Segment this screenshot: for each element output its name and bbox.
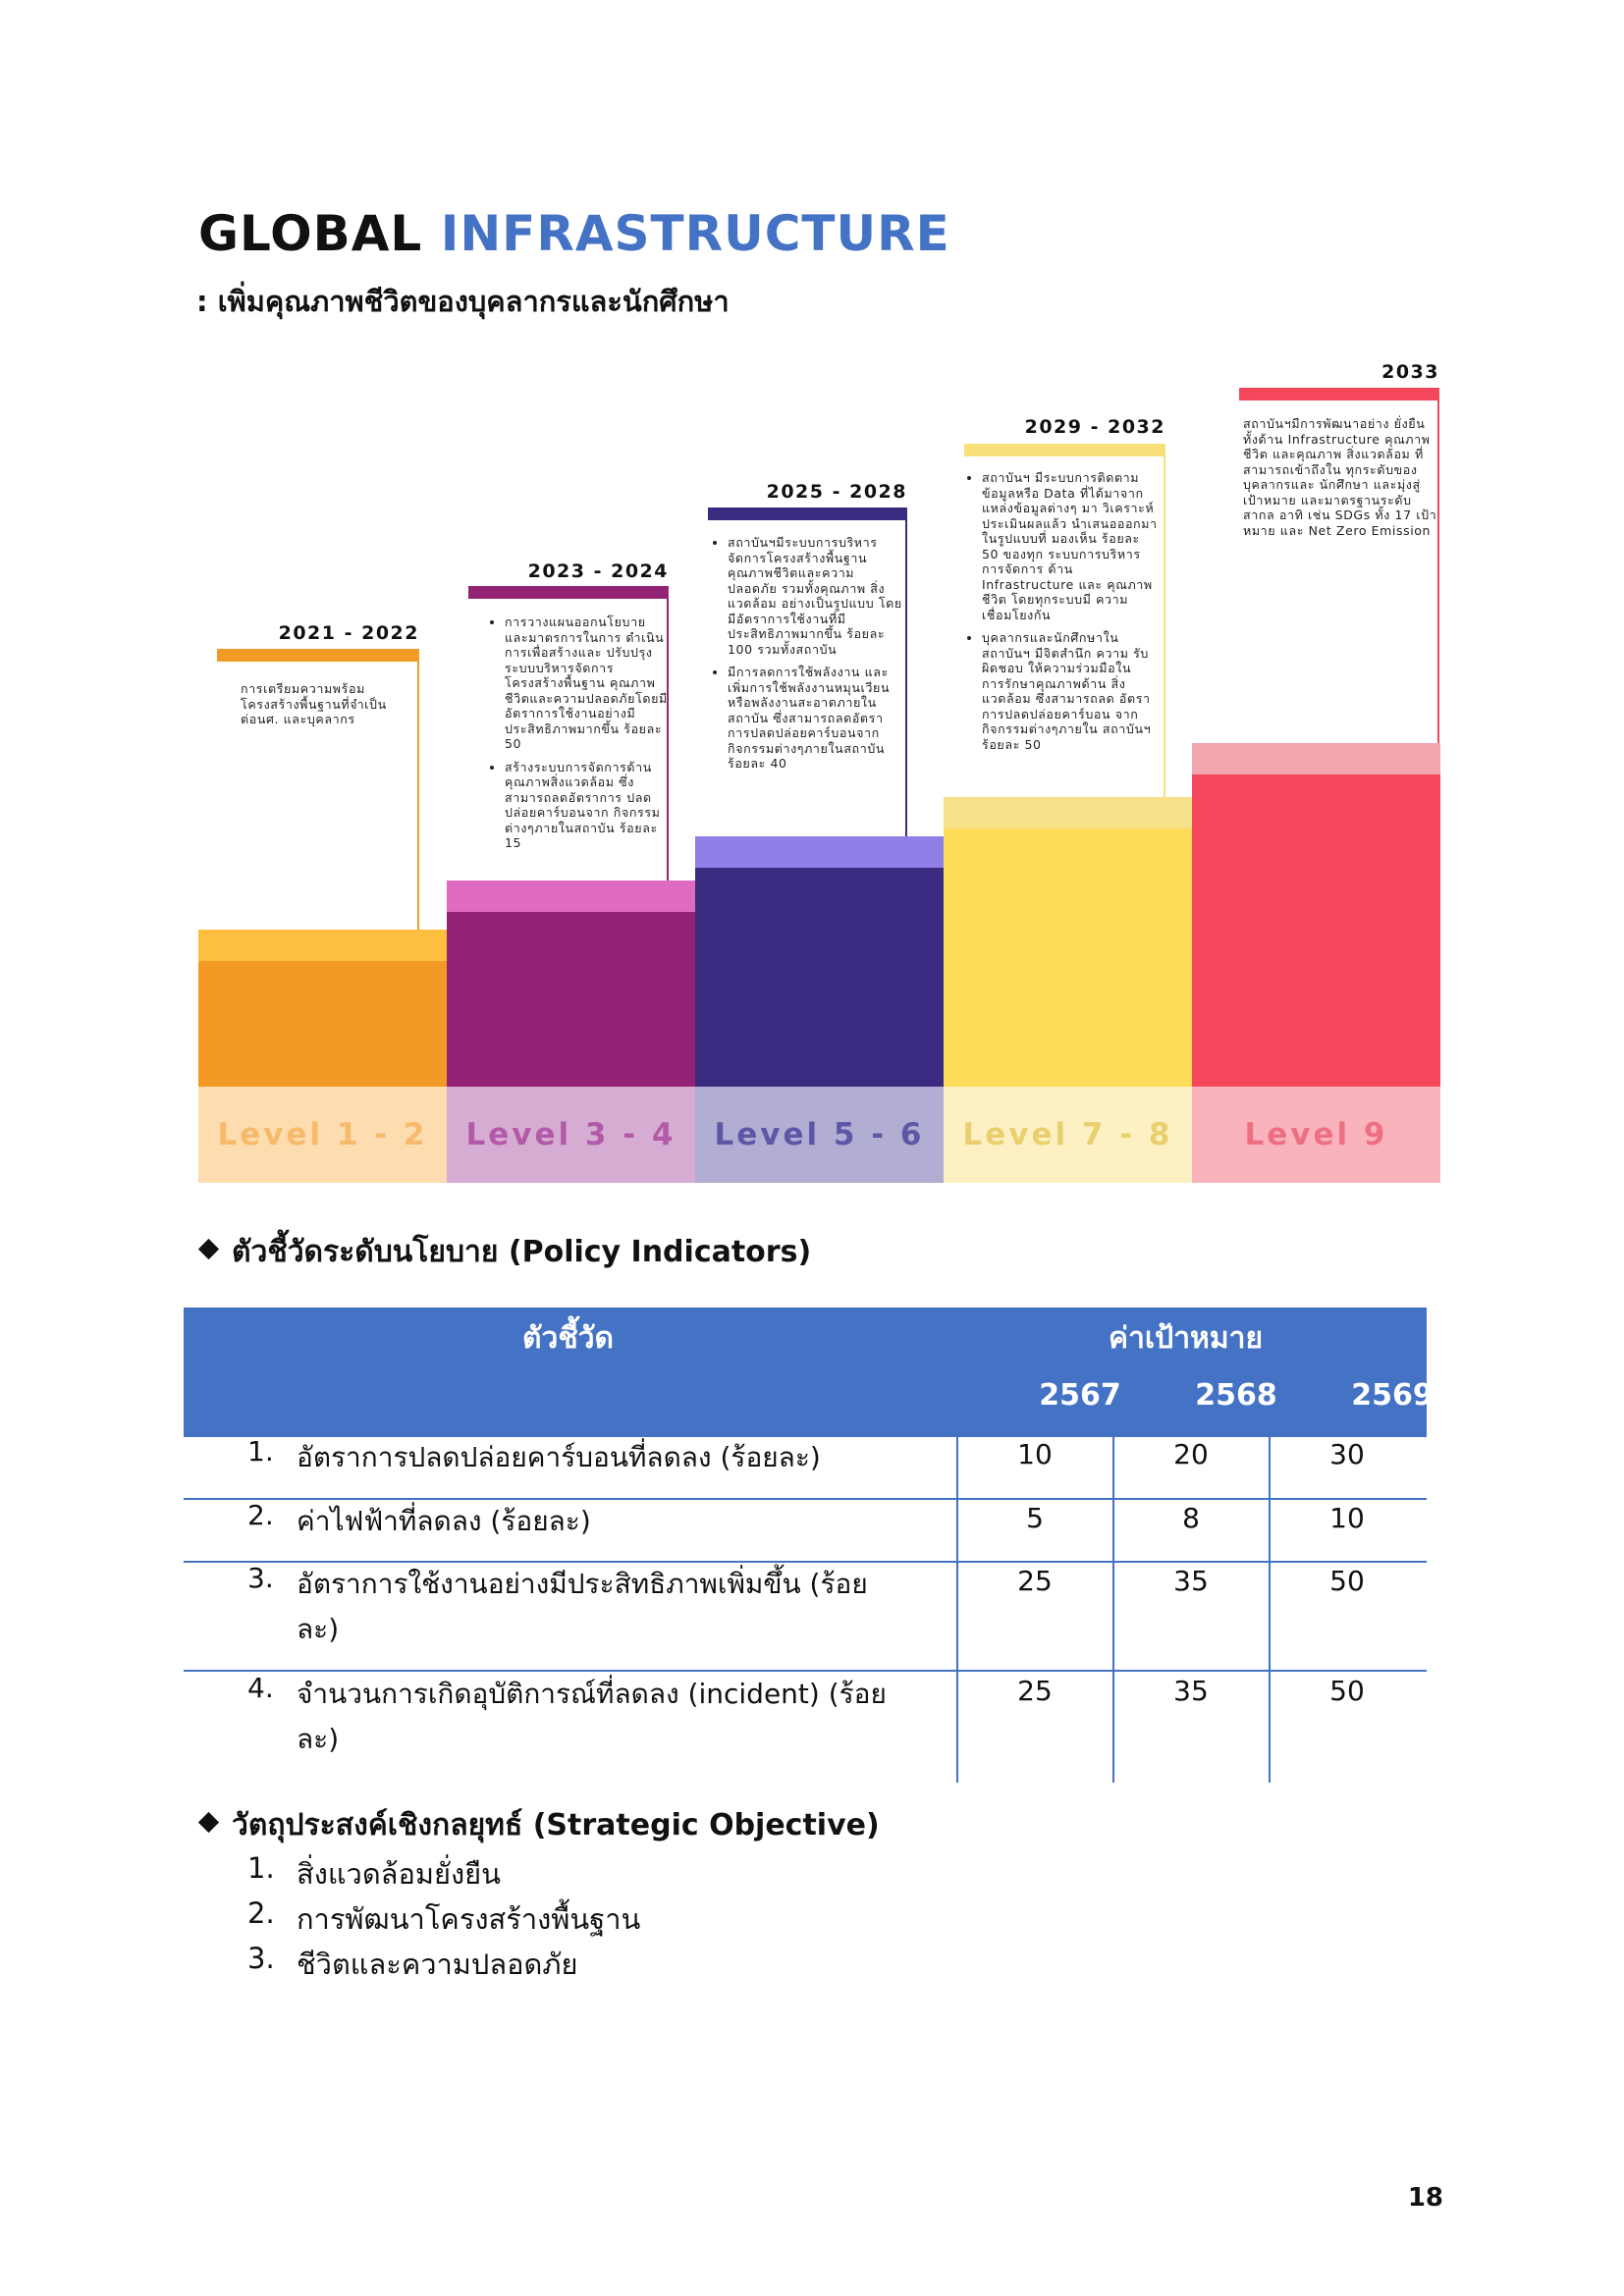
header-year: 2569 xyxy=(1351,1378,1434,1413)
row-value: 20 xyxy=(1173,1438,1209,1470)
step-bar-cap xyxy=(695,836,944,868)
objective-heading xyxy=(201,1802,880,1848)
step-bar xyxy=(447,881,695,1087)
period-label: 2021 - 2022 xyxy=(278,622,419,644)
period-marker xyxy=(468,586,669,599)
row-indicator: จำนวนการเกิดอุบัติการณ์ที่ลดลง (incident) (ร้อยละ) xyxy=(297,1678,887,1755)
page-subtitle: : เพิ่มคุณภาพชีวิตของบุคลากรและนักศึกษา xyxy=(196,285,730,318)
list-item xyxy=(247,1896,641,1936)
step-bar xyxy=(198,930,447,1087)
row-value: 10 xyxy=(1017,1438,1053,1470)
page-title xyxy=(198,204,950,263)
step-bar-body xyxy=(198,961,447,1087)
description-item: • สถาบันฯมีระบบการบริหาร จัดการโครงสร้างพื้นฐาน คุณภาพชีวิตและความ ปลอดภัย รวมทั้งคุณภาพ สิ่งแวดล้อม อย่างเป็นรูปแบบ โดยมีอัตราการใช้งานที่มี ประสิทธิภาพมากขึ้น ร้อยละ 100 รวมทั้งสถาบัน xyxy=(728,535,903,657)
table-header xyxy=(184,1308,1434,1437)
description-item: • สถาบันฯ มีระบบการติดตาม ข้อมูลหรือ Data ที่ได้มาจาก แหล่งข้อมูลต่างๆ มา วิเคราะห์ประเมินผลแล้ว นำเสนอออกมาในรูปแบบที่ มองเห็น ร้อยละ 50 ของทุก ระบบการบริหารการจัดการ ด้าน Infrastructure และ คุณภาพชีวิต โดยทุกระบบมี ความเชื่อมโยงกัน xyxy=(982,470,1158,622)
description-item: • สร้างระบบการจัดการด้าน คุณภาพสิ่งแวดล้อม ซึ่ง สามารถลดอัตราการ ปลดปล่อยคาร์บอนจาก กิจกรรมต่างๆภายในสถาบัน ร้อยละ 15 xyxy=(505,760,671,851)
step-bar-body xyxy=(447,912,695,1087)
objective-text: การพัฒนาโครงสร้างพื้นฐาน xyxy=(297,1902,641,1936)
row-indicator: ค่าไฟฟ้าที่ลดลง (ร้อยละ) xyxy=(297,1505,591,1537)
row-number: 4. xyxy=(247,1672,274,1704)
row-value: 30 xyxy=(1329,1438,1365,1470)
level-label: Level 9 xyxy=(1192,1087,1440,1183)
description-item: • การวางแผนออกนโยบาย และมาตรการในการ ดำเนินการเพื่อสร้างและ ปรับปรุงระบบบริหารจัดการ โครงสร้างพื้นฐาน คุณภาพ ชีวิตและความปลอดภัยโดยมี อัตราการใช้งานอย่างมี ประสิทธิภาพมากขึ้น ร้อยละ 50 xyxy=(505,614,671,752)
step-bar xyxy=(1192,743,1440,1087)
row-number: 3. xyxy=(247,1562,274,1594)
level-label: Level 1 - 2 xyxy=(198,1087,447,1183)
row-value: 35 xyxy=(1173,1565,1209,1597)
row-indicator: อัตราการใช้งานอย่างมีประสิทธิภาพเพิ่มขึ้น (ร้อยละ) xyxy=(297,1568,868,1645)
period-connector xyxy=(1164,444,1165,797)
row-value: 10 xyxy=(1329,1502,1365,1534)
description-item: สถาบันฯมีการพัฒนาอย่าง ยั่งยืนทั้งด้าน Infrastructure คุณภาพชีวิต และคุณภาพ สิ่งแวดล้อม ที่สามารถเข้าถึงใน ทุกระดับของบุคลากรและ นักศึกษา และมุ่งสู่เป้าหมาย และมาตรฐานระดับสากล อาทิ เช่น SDGs ทั้ง 17 เป้าหมาย และ Net Zero Emission xyxy=(1243,416,1437,538)
diamond-bullet-icon xyxy=(198,1239,219,1259)
period-connector xyxy=(905,507,907,836)
period-description xyxy=(241,681,407,727)
policy-heading xyxy=(201,1229,811,1275)
period-description xyxy=(489,614,671,859)
period-marker xyxy=(708,507,907,520)
objective-number: 2. xyxy=(247,1896,275,1930)
period-description xyxy=(1243,416,1439,538)
description-item: การเตรียมความพร้อม โครงสร้างพื้นฐานที่จำเป็น ต่อนศ. และบุคลากร xyxy=(241,681,387,726)
level-label: Level 3 - 4 xyxy=(447,1087,695,1183)
step-bar-cap xyxy=(944,797,1192,828)
level-label: Level 5 - 6 xyxy=(695,1087,944,1183)
header-year: 2568 xyxy=(1195,1378,1277,1413)
period-label: 2029 - 2032 xyxy=(1024,416,1165,438)
row-value: 50 xyxy=(1329,1565,1365,1597)
step-bar-body xyxy=(695,868,944,1087)
title-part-1: GLOBAL xyxy=(198,205,423,262)
row-number: 2. xyxy=(247,1499,274,1531)
step-bar xyxy=(944,797,1192,1087)
period-marker xyxy=(964,444,1165,456)
page-number: 18 xyxy=(1407,2183,1443,2213)
description-item: • บุคลากรและนักศึกษาใน สถาบันฯ มีจิตสำนึก ความ รับผิดชอบ ให้ความร่วมมือใน การรักษาคุณภาพด้าน สิ่งแวดล้อม ซึ่งสามารถลด อัตราการปลดปล่อยคาร์บอน จากกิจกรรมต่างๆภายใน สถาบันฯ ร้อยละ 50 xyxy=(982,630,1158,752)
period-connector xyxy=(417,649,419,930)
row-indicator: อัตราการปลดปล่อยคาร์บอนที่ลดลง (ร้อยละ) xyxy=(297,1441,821,1473)
table-column-divider xyxy=(956,1437,958,1783)
table-column-divider xyxy=(1269,1437,1271,1783)
list-item xyxy=(247,1942,578,1981)
step-bar-cap xyxy=(1192,743,1440,774)
row-value: 35 xyxy=(1173,1675,1209,1707)
row-value: 5 xyxy=(1026,1502,1044,1534)
header-target: ค่าเป้าหมาย xyxy=(1109,1321,1264,1356)
diamond-bullet-icon xyxy=(198,1812,219,1833)
row-value: 25 xyxy=(1017,1675,1053,1707)
step-bar-cap xyxy=(198,930,447,961)
row-value: 25 xyxy=(1017,1565,1053,1597)
period-label: 2023 - 2024 xyxy=(527,561,669,582)
row-number: 1. xyxy=(247,1435,274,1468)
objective-text: ชีวิตและความปลอดภัย xyxy=(297,1948,578,1981)
header-indicator: ตัวชี้วัด xyxy=(522,1321,615,1356)
period-label: 2025 - 2028 xyxy=(766,481,907,503)
step-bar-body xyxy=(944,828,1192,1087)
step-bar-cap xyxy=(447,881,695,912)
description-item: • มีการลดการใช้พลังงาน และ เพิ่มการใช้พลังงานหมุนเวียน หรือพลังงานสะอาดภายใน สถาบัน ซึ่งสามารถลดอัตรา การปลดปล่อยคาร์บอนจาก กิจกรรมต่างๆภายในสถาบัน ร้อยละ 40 xyxy=(728,665,903,772)
objective-heading-text: วัตถุประสงค์เชิงกลยุทธ์ (Strategic Objective) xyxy=(232,1808,880,1842)
header-year: 2567 xyxy=(1039,1378,1121,1413)
policy-heading-text: ตัวชี้วัดระดับนโยบาย (Policy Indicators) xyxy=(232,1235,812,1269)
step-bar-body xyxy=(1192,774,1440,1087)
row-value: 8 xyxy=(1182,1502,1200,1534)
objective-text: สิ่งแวดล้อมยั่งยืน xyxy=(297,1857,501,1891)
level-label: Level 7 - 8 xyxy=(944,1087,1192,1183)
period-description xyxy=(712,535,903,779)
objective-number: 1. xyxy=(247,1851,275,1885)
period-label: 2033 xyxy=(1381,361,1439,383)
period-marker xyxy=(1239,388,1439,400)
list-item xyxy=(247,1851,501,1891)
step-bar xyxy=(695,836,944,1087)
title-part-2: INFRASTRUCTURE xyxy=(440,205,950,262)
row-value: 50 xyxy=(1329,1675,1365,1707)
objective-number: 3. xyxy=(247,1942,275,1975)
period-marker xyxy=(217,649,419,662)
table-column-divider xyxy=(1112,1437,1114,1783)
period-description xyxy=(966,470,1158,760)
